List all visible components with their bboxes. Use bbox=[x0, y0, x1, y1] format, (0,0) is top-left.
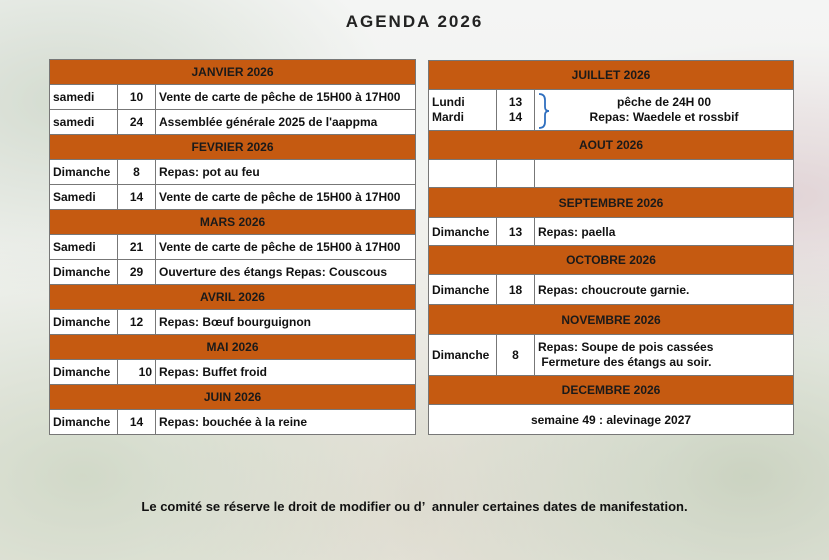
month-label: AVRIL 2026 bbox=[50, 285, 416, 310]
event-cell: Repas: pot au feu bbox=[156, 160, 416, 185]
date-cell: 10 bbox=[118, 360, 156, 385]
month-label: JUILLET 2026 bbox=[429, 61, 794, 90]
month-label: OCTOBRE 2026 bbox=[429, 246, 794, 275]
date-cell: 10 bbox=[118, 85, 156, 110]
month-header-septembre bbox=[429, 188, 794, 218]
table-row-empty bbox=[429, 160, 794, 188]
table-row bbox=[429, 90, 794, 131]
month-header-octobre bbox=[429, 246, 794, 275]
table-row bbox=[50, 185, 416, 210]
month-label: MARS 2026 bbox=[50, 210, 416, 235]
date-cell: 13 bbox=[497, 218, 535, 246]
month-label: MAI 2026 bbox=[50, 335, 416, 360]
table-row bbox=[50, 410, 416, 435]
date-cell bbox=[497, 160, 535, 188]
table-row bbox=[429, 335, 794, 376]
month-label: JANVIER 2026 bbox=[50, 60, 416, 85]
date-cell: 8 bbox=[497, 335, 535, 376]
month-label: AOUT 2026 bbox=[429, 131, 794, 160]
month-label: SEPTEMBRE 2026 bbox=[429, 188, 794, 218]
day-cell: Dimanche bbox=[50, 160, 118, 185]
table-row bbox=[429, 405, 794, 435]
date-cell: 12 bbox=[118, 310, 156, 335]
event-cell: Repas: bouchée à la reine bbox=[156, 410, 416, 435]
month-header-juin bbox=[50, 385, 416, 410]
page-title: AGENDA 2026 bbox=[345, 12, 484, 31]
date-cell: 14 bbox=[118, 185, 156, 210]
month-header-juillet bbox=[429, 61, 794, 90]
day-cell: samedi bbox=[50, 110, 118, 135]
day-cell: Dimanche bbox=[50, 360, 118, 385]
day-cell: Dimanche bbox=[429, 218, 497, 246]
month-header-mai bbox=[50, 335, 416, 360]
event-cell bbox=[535, 90, 794, 131]
event-label: pêche de 24H 00 bbox=[616, 95, 712, 109]
table-row bbox=[50, 260, 416, 285]
month-header-novembre bbox=[429, 305, 794, 335]
table-row bbox=[50, 110, 416, 135]
day-cell: Dimanche bbox=[50, 410, 118, 435]
month-header-janvier bbox=[50, 60, 416, 85]
date-cell: 18 bbox=[497, 275, 535, 305]
month-label: NOVEMBRE 2026 bbox=[429, 305, 794, 335]
date-cell: 14 bbox=[118, 410, 156, 435]
day-cell: samedi bbox=[50, 85, 118, 110]
event-label: Repas: Soupe de pois cassées bbox=[538, 340, 714, 354]
table-row bbox=[429, 218, 794, 246]
day-label: Lundi bbox=[432, 95, 465, 109]
day-cell: Dimanche bbox=[50, 310, 118, 335]
event-cell: Repas: Buffet froid bbox=[156, 360, 416, 385]
month-header-decembre bbox=[429, 376, 794, 405]
day-label: Mardi bbox=[432, 110, 465, 124]
date-cell: 24 bbox=[118, 110, 156, 135]
table-row bbox=[50, 160, 416, 185]
event-cell: Repas: paella bbox=[535, 218, 794, 246]
day-cell bbox=[429, 90, 497, 131]
event-label: Fermeture des étangs au soir. bbox=[538, 355, 712, 369]
event-cell: Ouverture des étangs Repas: Couscous bbox=[156, 260, 416, 285]
date-cell: 8 bbox=[118, 160, 156, 185]
table-row bbox=[429, 275, 794, 305]
month-header-fevrier bbox=[50, 135, 416, 160]
event-cell: Assemblée générale 2025 de l'aappma bbox=[156, 110, 416, 135]
date-label: 14 bbox=[508, 110, 523, 124]
date-cell bbox=[497, 90, 535, 131]
event-cell: semaine 49 : alevinage 2027 bbox=[429, 405, 794, 435]
month-label: FEVRIER 2026 bbox=[50, 135, 416, 160]
day-cell: Samedi bbox=[50, 185, 118, 210]
agenda-table-right bbox=[428, 60, 794, 435]
table-row bbox=[50, 85, 416, 110]
day-cell bbox=[429, 160, 497, 188]
table-row bbox=[50, 360, 416, 385]
event-cell bbox=[535, 160, 794, 188]
curly-brace-icon bbox=[537, 92, 551, 130]
table-row bbox=[50, 235, 416, 260]
month-label: DECEMBRE 2026 bbox=[429, 376, 794, 405]
day-cell: Dimanche bbox=[50, 260, 118, 285]
day-cell: Dimanche bbox=[429, 335, 497, 376]
day-cell: Samedi bbox=[50, 235, 118, 260]
date-cell: 21 bbox=[118, 235, 156, 260]
event-cell: Vente de carte de pêche de 15H00 à 17H00 bbox=[156, 185, 416, 210]
day-cell: Dimanche bbox=[429, 275, 497, 305]
event-label: Repas: Waedele et rossbif bbox=[589, 110, 739, 124]
agenda-table-left bbox=[49, 59, 416, 435]
event-cell: Vente de carte de pêche de 15H00 à 17H00 bbox=[156, 85, 416, 110]
event-cell bbox=[535, 335, 794, 376]
month-header-mars bbox=[50, 210, 416, 235]
table-row bbox=[50, 310, 416, 335]
date-cell: 29 bbox=[118, 260, 156, 285]
date-label: 13 bbox=[508, 95, 523, 109]
event-cell: Vente de carte de pêche de 15H00 à 17H00 bbox=[156, 235, 416, 260]
month-header-aout bbox=[429, 131, 794, 160]
event-cell: Repas: Bœuf bourguignon bbox=[156, 310, 416, 335]
month-label: JUIN 2026 bbox=[50, 385, 416, 410]
month-header-avril bbox=[50, 285, 416, 310]
event-cell: Repas: choucroute garnie. bbox=[535, 275, 794, 305]
footer-note: Le comité se réserve le droit de modifier ou d’ annuler certaines dates de manifestation. bbox=[141, 499, 688, 514]
